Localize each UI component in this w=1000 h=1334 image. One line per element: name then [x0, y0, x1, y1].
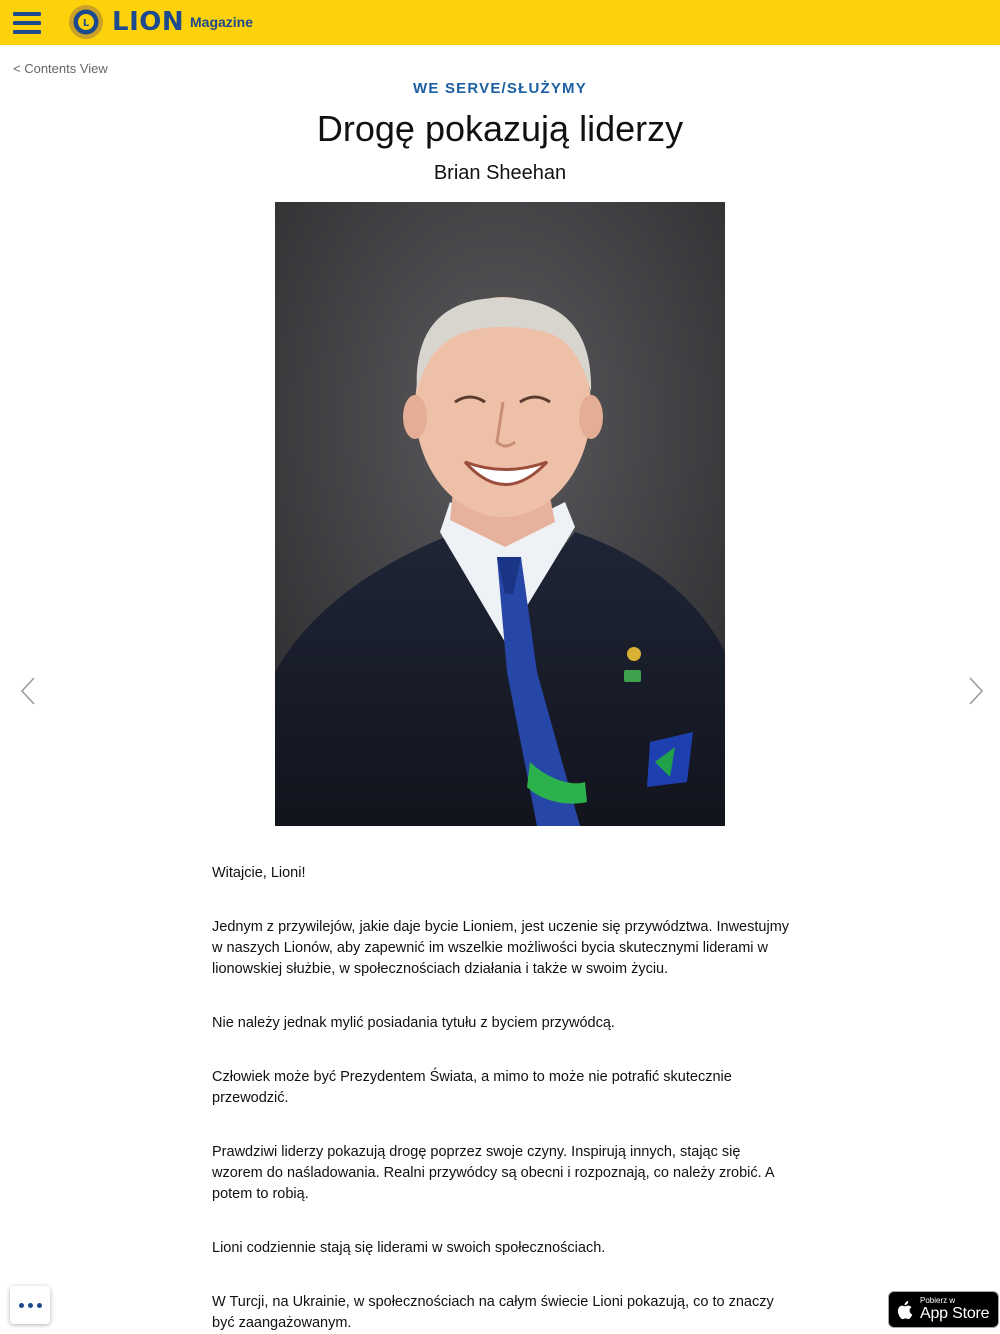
app-store-badge[interactable]: [888, 1291, 999, 1328]
apple-icon: [896, 1299, 916, 1321]
article-paragraph: Prawdziwi liderzy pokazują drogę poprzez swoje czyny. Inspirują innych, stając się wzorem do naśladowania. Realni przywódcy są obecni i rozpoznają, co należy zrobić. A potem to robią.: [212, 1144, 774, 1202]
article-paragraph: W Turcji, na Ukrainie, w społecznościach na całym świecie Lioni pokazują, co to znaczy być zaangażowanym.: [212, 1294, 774, 1331]
article-body: [212, 863, 790, 1334]
app-store-small-label: Pobierz w: [920, 1296, 956, 1305]
hamburger-icon[interactable]: [13, 12, 41, 34]
brand-name[interactable]: LION: [112, 7, 185, 37]
svg-text:L: L: [82, 18, 90, 29]
more-options-button[interactable]: [10, 1286, 50, 1324]
article-paragraph: Jednym z przywilejów, jakie daje bycie Lioniem, jest uczenie się przywództwa. Inwestujmy w naszych Lionów, aby zapewnić im wszelkie możliwości bycia skutecznymi liderami w lionowskiej służbie, w społecznościach działania i także w swoim życiu.: [212, 919, 790, 977]
section-kicker: WE SERVE/SŁUŻYMY: [413, 80, 587, 97]
top-bar: [0, 0, 1000, 45]
article-title: Drogę pokazują liderzy: [316, 108, 684, 149]
app-store-label: App Store: [920, 1305, 990, 1322]
more-dots-icon: [19, 1303, 24, 1308]
contents-view-link[interactable]: < Contents View: [13, 61, 108, 76]
lions-emblem-icon[interactable]: [68, 4, 104, 40]
article-paragraph: Człowiek może być Prezydentem Świata, a mimo to może nie potrafić skutecznie przewodzić.: [212, 1069, 732, 1106]
chevron-left-icon[interactable]: [20, 676, 36, 706]
article-paragraph: Witajcie, Lioni!: [212, 865, 306, 881]
article-author: Brian Sheehan: [433, 162, 567, 184]
article-paragraph: Nie należy jednak mylić posiadania tytułu z byciem przywódcą.: [212, 1015, 615, 1031]
author-portrait-photo: [275, 202, 725, 826]
article-paragraph: Lioni codziennie stają się liderami w swoich społecznościach.: [212, 1240, 606, 1256]
brand-subtitle: Magazine: [190, 14, 254, 30]
chevron-right-icon[interactable]: [968, 676, 984, 706]
